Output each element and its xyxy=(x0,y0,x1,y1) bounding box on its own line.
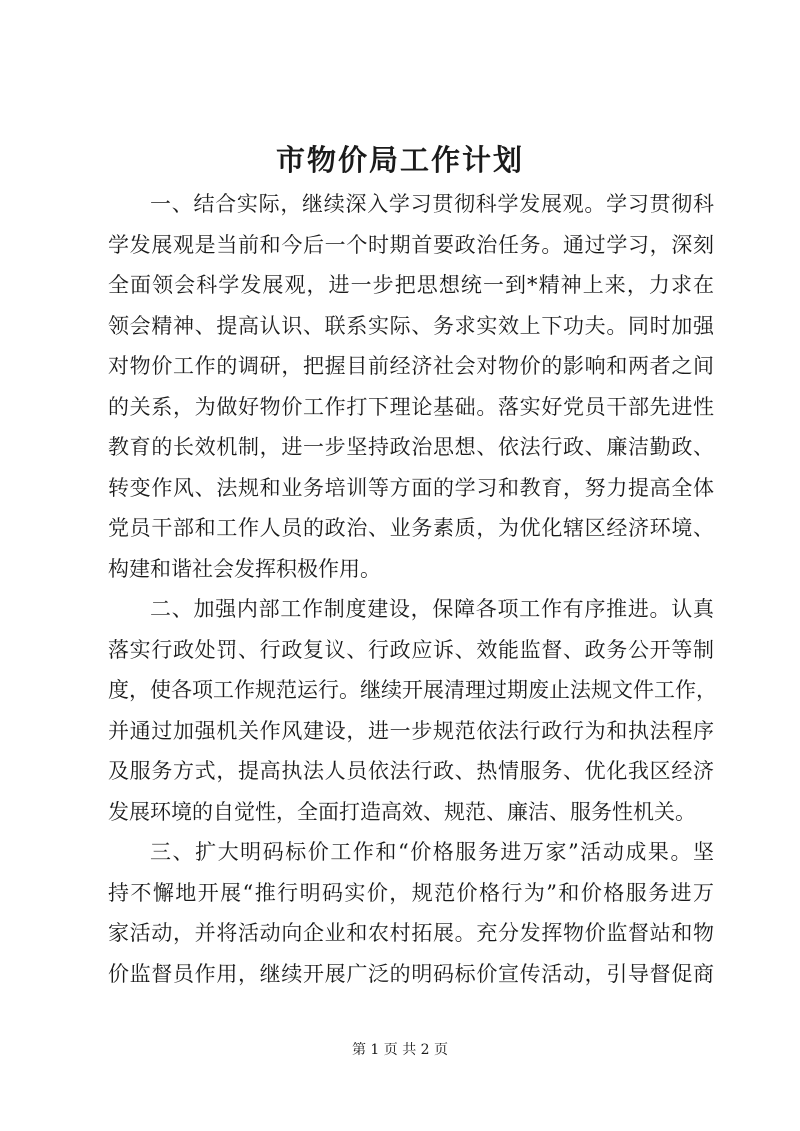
text-line: 党员干部和工作人员的政治、业务素质，为优化辖区经济环境、 xyxy=(108,516,714,540)
text-line: 家活动，并将活动向企业和农村拓展。充分发挥物价监督站和物 xyxy=(108,921,714,945)
text-line: 二、加强内部工作制度建设，保障各项工作有序推进。认真 xyxy=(150,597,714,621)
text-line: 及服务方式，提高执法人员依法行政、热情服务、优化我区经济 xyxy=(108,759,714,783)
paragraph-1 xyxy=(108,184,714,589)
document-body xyxy=(108,184,717,994)
text-line: 对物价工作的调研，把握目前经济社会对物价的影响和两者之间 xyxy=(108,354,714,378)
text-line: 学发展观是当前和今后一个时期首要政治任务。通过学习，深刻 xyxy=(108,232,714,257)
text-line: 全面领会科学发展观，进一步把思想统一到*精神上来，力求在 xyxy=(108,273,714,297)
text-line: 落实行政处罚、行政复议、行政应诉、效能监督、政务公开等制 xyxy=(108,637,714,662)
text-line: 持不懈地开展“推行明码实价，规范价格行为”和价格服务进万 xyxy=(108,880,714,905)
text-line: 一、结合实际，继续深入学习贯彻科学发展观。学习贯彻科 xyxy=(150,192,714,216)
text-line: 领会精神、提高认识、联系实际、务求实效上下功夫。同时加强 xyxy=(108,313,714,338)
text-line: 三、扩大明码标价工作和“价格服务进万家”活动成果。坚 xyxy=(150,840,714,864)
text-line: 的关系，为做好物价工作打下理论基础。落实好党员干部先进性 xyxy=(108,394,714,419)
text-line: 度，使各项工作规范运行。继续开展清理过期废止法规文件工作， xyxy=(108,678,717,702)
paragraph-2 xyxy=(108,589,717,832)
document-title: 市物价局工作计划 xyxy=(275,143,524,177)
text-line: 并通过加强机关作风建设，进一步规范依法行政行为和执法程序 xyxy=(108,718,714,743)
text-line: 构建和谐社会发挥积极作用。 xyxy=(108,556,381,581)
text-line: 价监督员作用，继续开展广泛的明码标价宣传活动，引导督促商 xyxy=(108,961,714,986)
text-line: 转变作风、法规和业务培训等方面的学习和教育，努力提高全体 xyxy=(108,475,714,500)
paragraph-3 xyxy=(108,832,714,994)
page-footer: 第 1 页 共 2 页 xyxy=(351,1042,449,1058)
text-line: 发展环境的自觉性，全面打造高效、规范、廉洁、服务性机关。 xyxy=(108,799,696,824)
text-line: 教育的长效机制，进一步坚持政治思想、依法行政、廉洁勤政、 xyxy=(108,435,714,459)
